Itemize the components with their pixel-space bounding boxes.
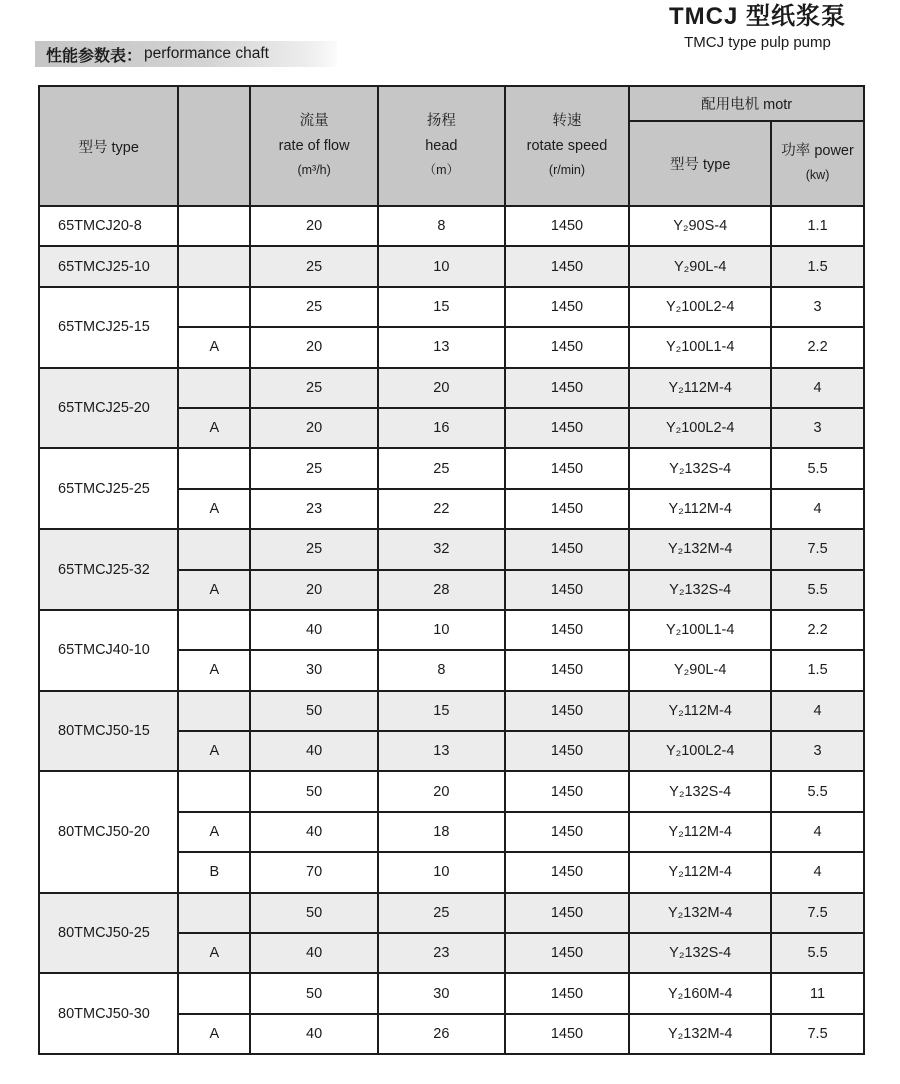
power-cell: 3 xyxy=(771,731,864,771)
power-cell: 4 xyxy=(771,368,864,408)
power-cell: 7.5 xyxy=(771,893,864,933)
col-header-head xyxy=(378,86,505,206)
variant-cell xyxy=(178,246,250,286)
motor-type-cell: Y₂112M-4 xyxy=(629,812,771,852)
flow-cell: 25 xyxy=(250,368,378,408)
motor-type-cell: Y₂90S-4 xyxy=(629,206,771,246)
variant-cell: A xyxy=(178,489,250,529)
flow-cell: 20 xyxy=(250,570,378,610)
speed-cell: 1450 xyxy=(505,731,630,771)
variant-cell: A xyxy=(178,408,250,448)
performance-table xyxy=(38,85,865,1055)
power-cell: 5.5 xyxy=(771,448,864,488)
speed-cell: 1450 xyxy=(505,1014,630,1054)
motor-type-cell: Y₂100L2-4 xyxy=(629,287,771,327)
flow-cell: 50 xyxy=(250,893,378,933)
flow-cell: 20 xyxy=(250,327,378,367)
motor-type-cell: Y₂100L2-4 xyxy=(629,408,771,448)
head-cell: 30 xyxy=(378,973,505,1013)
speed-cell: 1450 xyxy=(505,610,630,650)
head-cell: 13 xyxy=(378,731,505,771)
speed-cell: 1450 xyxy=(505,246,630,286)
head-cell: 8 xyxy=(378,650,505,690)
table-row xyxy=(39,691,864,731)
speed-cell: 1450 xyxy=(505,529,630,569)
flow-cell: 40 xyxy=(250,933,378,973)
motor-type-cell: Y₂112M-4 xyxy=(629,691,771,731)
model-cell: 80TMCJ50-15 xyxy=(39,691,178,772)
variant-cell xyxy=(178,287,250,327)
motor-type-cell: Y₂100L1-4 xyxy=(629,610,771,650)
speed-cell: 1450 xyxy=(505,771,630,811)
power-cell: 1.5 xyxy=(771,246,864,286)
speed-cell: 1450 xyxy=(505,368,630,408)
table-row xyxy=(39,206,864,246)
power-cell: 4 xyxy=(771,489,864,529)
table-row xyxy=(39,368,864,408)
section-header-en: performance chaft xyxy=(144,45,269,62)
section-header-zh: 性能参数表： xyxy=(46,47,143,65)
power-cell: 5.5 xyxy=(771,570,864,610)
section-header-bar xyxy=(35,41,337,67)
head-cell: 20 xyxy=(378,368,505,408)
head-cell: 22 xyxy=(378,489,505,529)
col-header-head-unit: （m） xyxy=(423,163,460,178)
flow-cell: 50 xyxy=(250,691,378,731)
power-cell: 4 xyxy=(771,812,864,852)
speed-cell: 1450 xyxy=(505,206,630,246)
head-cell: 15 xyxy=(378,287,505,327)
table-row xyxy=(39,287,864,327)
variant-cell xyxy=(178,368,250,408)
col-header-motor-group xyxy=(629,86,864,121)
flow-cell: 40 xyxy=(250,812,378,852)
col-header-motor-group-label: 配用电机 motr xyxy=(701,97,793,113)
head-cell: 26 xyxy=(378,1014,505,1054)
model-cell: 80TMCJ50-30 xyxy=(39,973,178,1054)
variant-cell: A xyxy=(178,650,250,690)
flow-cell: 25 xyxy=(250,529,378,569)
table-row xyxy=(39,893,864,933)
col-header-head-en: head xyxy=(425,138,458,155)
variant-cell: A xyxy=(178,812,250,852)
head-cell: 10 xyxy=(378,852,505,892)
model-cell: 65TMCJ25-15 xyxy=(39,287,178,368)
power-cell: 1.5 xyxy=(771,650,864,690)
model-cell: 65TMCJ25-20 xyxy=(39,368,178,449)
table-row xyxy=(39,448,864,488)
speed-cell: 1450 xyxy=(505,287,630,327)
head-cell: 8 xyxy=(378,206,505,246)
variant-cell: A xyxy=(178,933,250,973)
variant-cell xyxy=(178,448,250,488)
head-cell: 13 xyxy=(378,327,505,367)
motor-type-cell: Y₂160M-4 xyxy=(629,973,771,1013)
col-header-flow-unit: (m³/h) xyxy=(297,163,331,178)
flow-cell: 20 xyxy=(250,206,378,246)
flow-cell: 23 xyxy=(250,489,378,529)
motor-type-cell: Y₂112M-4 xyxy=(629,368,771,408)
flow-cell: 25 xyxy=(250,287,378,327)
power-cell: 1.1 xyxy=(771,206,864,246)
motor-type-cell: Y₂132S-4 xyxy=(629,570,771,610)
head-cell: 20 xyxy=(378,771,505,811)
motor-type-cell: Y₂100L1-4 xyxy=(629,327,771,367)
col-header-flow xyxy=(250,86,378,206)
model-cell: 80TMCJ50-20 xyxy=(39,771,178,892)
speed-cell: 1450 xyxy=(505,408,630,448)
col-header-power xyxy=(771,121,864,206)
col-header-motor-model xyxy=(629,121,771,206)
speed-cell: 1450 xyxy=(505,933,630,973)
table-row xyxy=(39,973,864,1013)
model-cell: 80TMCJ50-25 xyxy=(39,893,178,974)
speed-cell: 1450 xyxy=(505,691,630,731)
col-header-motor-model-label: 型号 type xyxy=(669,157,731,173)
model-cell: 65TMCJ25-10 xyxy=(39,246,178,286)
col-header-variant xyxy=(178,86,250,206)
variant-cell xyxy=(178,893,250,933)
power-cell: 2.2 xyxy=(771,610,864,650)
head-cell: 23 xyxy=(378,933,505,973)
power-cell: 5.5 xyxy=(771,933,864,973)
performance-table-wrap xyxy=(38,85,865,1055)
head-cell: 32 xyxy=(378,529,505,569)
power-cell: 4 xyxy=(771,852,864,892)
motor-type-cell: Y₂132S-4 xyxy=(629,448,771,488)
variant-cell xyxy=(178,529,250,569)
model-cell: 65TMCJ25-25 xyxy=(39,448,178,529)
motor-type-cell: Y₂100L2-4 xyxy=(629,731,771,771)
speed-cell: 1450 xyxy=(505,448,630,488)
page-title: TMCJ 型纸浆泵 xyxy=(669,3,846,30)
power-cell: 3 xyxy=(771,408,864,448)
flow-cell: 50 xyxy=(250,973,378,1013)
flow-cell: 40 xyxy=(250,731,378,771)
variant-cell xyxy=(178,610,250,650)
speed-cell: 1450 xyxy=(505,570,630,610)
head-cell: 10 xyxy=(378,246,505,286)
variant-cell xyxy=(178,771,250,811)
variant-cell: B xyxy=(178,852,250,892)
table-row xyxy=(39,246,864,286)
variant-cell: A xyxy=(178,570,250,610)
head-cell: 28 xyxy=(378,570,505,610)
power-cell: 7.5 xyxy=(771,1014,864,1054)
power-cell: 5.5 xyxy=(771,771,864,811)
page-title-block xyxy=(669,3,846,53)
table-row xyxy=(39,771,864,811)
motor-type-cell: Y₂112M-4 xyxy=(629,852,771,892)
speed-cell: 1450 xyxy=(505,893,630,933)
power-cell: 3 xyxy=(771,287,864,327)
motor-type-cell: Y₂90L-4 xyxy=(629,246,771,286)
speed-cell: 1450 xyxy=(505,650,630,690)
table-row xyxy=(39,610,864,650)
page-subtitle: TMCJ type pulp pump xyxy=(684,34,831,51)
flow-cell: 70 xyxy=(250,852,378,892)
col-header-power-unit: (kw) xyxy=(805,168,830,183)
table-row xyxy=(39,529,864,569)
variant-cell xyxy=(178,973,250,1013)
col-header-model xyxy=(39,86,178,206)
head-cell: 15 xyxy=(378,691,505,731)
col-header-speed-zh: 转速 xyxy=(552,113,582,130)
motor-type-cell: Y₂132S-4 xyxy=(629,933,771,973)
flow-cell: 40 xyxy=(250,610,378,650)
table-header xyxy=(39,86,864,206)
model-cell: 65TMCJ25-32 xyxy=(39,529,178,610)
head-cell: 10 xyxy=(378,610,505,650)
head-cell: 25 xyxy=(378,448,505,488)
flow-cell: 20 xyxy=(250,408,378,448)
model-cell: 65TMCJ20-8 xyxy=(39,206,178,246)
col-header-flow-zh: 流量 xyxy=(299,113,329,130)
motor-type-cell: Y₂132M-4 xyxy=(629,529,771,569)
power-cell: 11 xyxy=(771,973,864,1013)
flow-cell: 40 xyxy=(250,1014,378,1054)
head-cell: 16 xyxy=(378,408,505,448)
flow-cell: 50 xyxy=(250,771,378,811)
col-header-speed-en: rotate speed xyxy=(526,138,608,155)
speed-cell: 1450 xyxy=(505,489,630,529)
motor-type-cell: Y₂132M-4 xyxy=(629,893,771,933)
head-cell: 25 xyxy=(378,893,505,933)
flow-cell: 30 xyxy=(250,650,378,690)
power-cell: 7.5 xyxy=(771,529,864,569)
col-header-power-label: 功率 power xyxy=(781,143,854,160)
col-header-speed xyxy=(505,86,630,206)
variant-cell: A xyxy=(178,1014,250,1054)
flow-cell: 25 xyxy=(250,448,378,488)
col-header-model-label: 型号 type xyxy=(78,139,139,156)
flow-cell: 25 xyxy=(250,246,378,286)
col-header-head-zh: 扬程 xyxy=(426,113,456,130)
motor-type-cell: Y₂132S-4 xyxy=(629,771,771,811)
variant-cell xyxy=(178,691,250,731)
motor-type-cell: Y₂112M-4 xyxy=(629,489,771,529)
speed-cell: 1450 xyxy=(505,973,630,1013)
variant-cell xyxy=(178,206,250,246)
speed-cell: 1450 xyxy=(505,812,630,852)
motor-type-cell: Y₂90L-4 xyxy=(629,650,771,690)
variant-cell: A xyxy=(178,731,250,771)
variant-cell: A xyxy=(178,327,250,367)
speed-cell: 1450 xyxy=(505,852,630,892)
head-cell: 18 xyxy=(378,812,505,852)
power-cell: 2.2 xyxy=(771,327,864,367)
power-cell: 4 xyxy=(771,691,864,731)
col-header-flow-en: rate of flow xyxy=(278,138,350,155)
table-body xyxy=(39,206,864,1054)
model-cell: 65TMCJ40-10 xyxy=(39,610,178,691)
speed-cell: 1450 xyxy=(505,327,630,367)
motor-type-cell: Y₂132M-4 xyxy=(629,1014,771,1054)
col-header-speed-unit: (r/min) xyxy=(548,163,586,178)
